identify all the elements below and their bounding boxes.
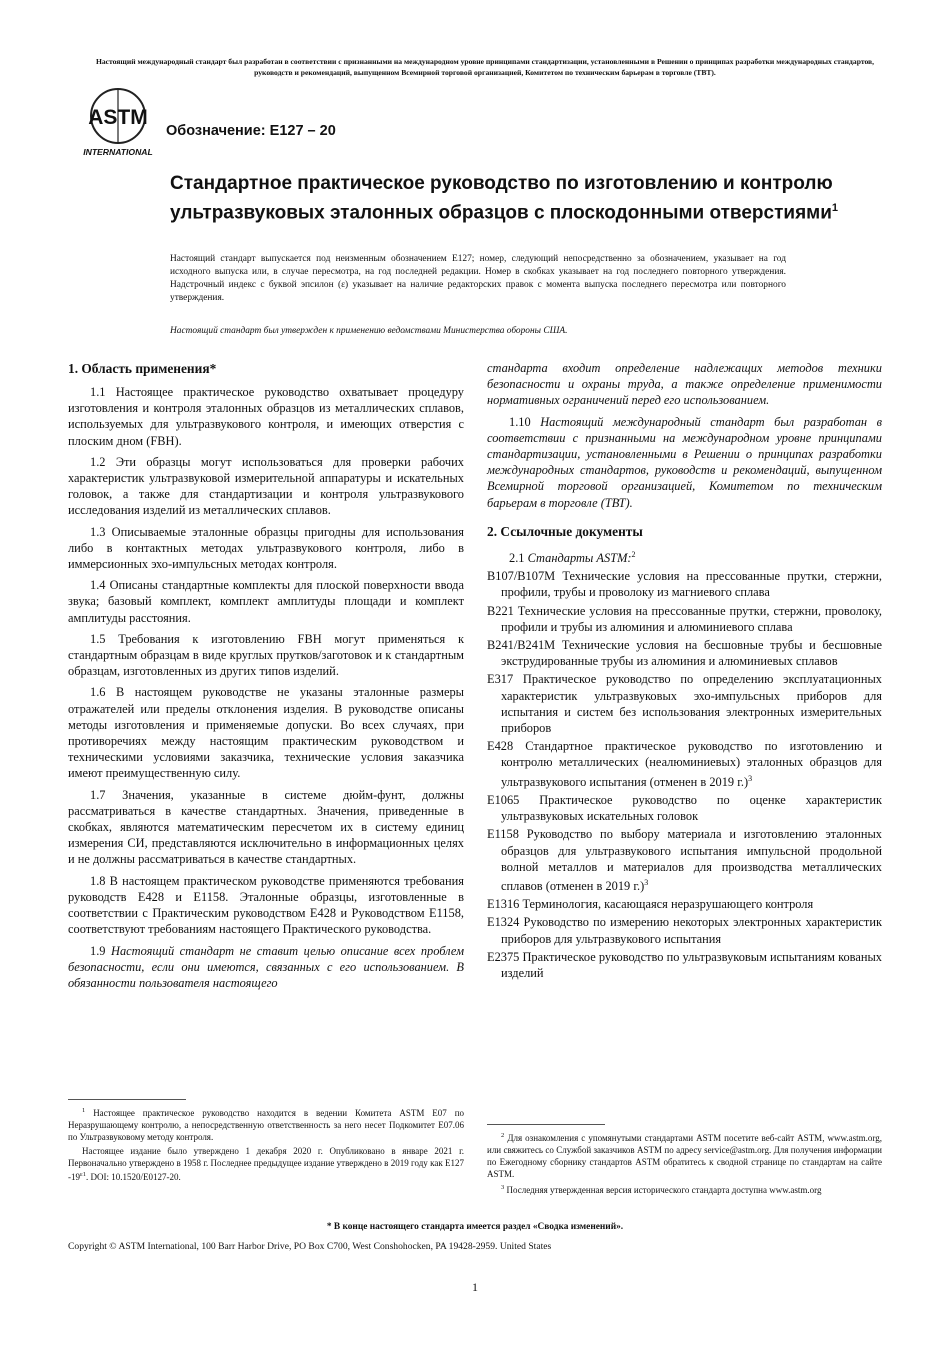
paragraph-1-8: 1.8 В настоящем практическом руководстве применяются требования руководств E428 и E1158. Эталонные образцы, изготовленные в соответствии с Практическим руководством E428 и Руководством E1158, соответствуют требованиям настоящего Практического руководства. [68, 873, 464, 937]
footnote-2 [487, 1130, 882, 1180]
reference-text: E1158 Руководство по выбору материала и изготовлению эталонных образцов для ультразвукового испытания импульсной продольной волной металлов и материалов для производства металлических сплавов (отменен в 2019 г.) [487, 827, 882, 894]
paragraph-1-10-text: Настоящий международный стандарт был разработан в соответствии с признанными на международном уровне принципами стандартизации, установленными в Решении о принципах разработки международных стандартов, руководств и рекомендаций, выпущенном Всемирной торговой организацией, Комитетом по техническим барьерам в торговле (ТВТ). [487, 414, 882, 510]
edition-text: Настоящее издание было утверждено 1 декабря 2020 г. Опубликовано в январе 2021 г. Первоначально утверждено в 1958 г. Последнее предыдущее издание утверждено в 2019 году как E127 -19 [68, 1146, 464, 1182]
paragraph-1-7: 1.7 Значения, указанные в системе дюйм-фунт, должны рассматриваться в качестве стандартных. Значения, приведенные в скобках, являются математическим пересчетом их в систему единиц измерения СИ, представляются исключительно в информационных целях и не должны рассматриваться в качестве стандартных. [68, 787, 464, 867]
paragraph-1-10-number: 1.10 [509, 414, 531, 429]
footnote-2-text: Для ознакомления с упомянутыми стандартами ASTM посетите веб-сайт ASTM, www.astm.org, или свяжитесь со Службой заказчиков ASTM по адресу service@astm.org. Для получения информации по Ежегодному сборнику стандартов ASTM обратитесь к сводной странице по стандартам на сайте ASTM. [487, 1133, 882, 1179]
logo-subtitle: INTERNATIONAL [83, 147, 153, 157]
edition-doi: . DOI: 10.1520/E0127-20. [85, 1172, 181, 1182]
left-column [68, 360, 464, 996]
reference-item: B107/B107M Технические условия на прессованные прутки, стержни, профили, трубы и проволоку из магниевого сплава [487, 569, 882, 600]
reference-item: E317 Практическое руководство по определению эксплуатационных характеристик ультразвуковых эхо-импульсных приборов для испытания и систем без использования электронных измерительных приборов [487, 672, 882, 735]
page-number: 1 [472, 1280, 478, 1294]
footnotes-right [487, 1130, 882, 1198]
approval-note: Настоящий стандарт был утвержден к применению ведомствами Министерства обороны США. [170, 326, 568, 336]
summary-of-changes-note: * В конце настоящего стандарта имеется раздел «Сводка изменений». [326, 1222, 624, 1232]
paragraph-1-10 [487, 414, 882, 511]
reference-item: E1316 Терминология, касающаяся неразрушающего контроля [487, 897, 814, 912]
reference-item: E1324 Руководство по измерению некоторых электронных характеристик приборов для ультразвукового испытания [487, 915, 882, 946]
paragraph-1-5: 1.5 Требования к изготовлению FBH могут применяться к стандартным образцам в виде круглых прутков/заготовок и к стандартным образцам, изготовленных из других типов изделий. [68, 631, 464, 679]
document-title [170, 172, 870, 225]
copyright: Copyright © ASTM International, 100 Barr Harbor Drive, PO Box C700, West Conshohocken, PA 19428-2959. United States [68, 1241, 552, 1252]
paragraph-1-3: 1.3 Описываемые эталонные образцы пригодны для использования либо в контактных методах ультразвукового контроля, либо в иммерсионных эхо-импульсных методах контроля. [68, 524, 464, 572]
paragraph-1-6: 1.6 В настоящем руководстве не указаны эталонные размеры отражателей или пределы отклонения изделия. В руководстве описаны методы изготовления и применяемые допуски. Во всех случаях, при противоречиях между настоящим практическим руководством и техническими условиями заказчика, технические условия заказчика имеют преимущественную силу. [68, 685, 464, 781]
footnote-2-mark: 2 [501, 1132, 505, 1139]
paragraph-1-1: 1.1 Настоящее практическое руководство охватывает процедуру изготовления и контроля эталонных образцов из металлических сплавов, используемых для ультразвукового контроля, и имеющих отверстия с плоским дном (FBH). [68, 385, 464, 448]
subsection-2-1 [487, 547, 882, 566]
edition-epsilon: ε1 [80, 1171, 86, 1178]
section-1-heading: 1. Область применения* [68, 361, 217, 376]
paragraph-1-9-number: 1.9 [90, 943, 106, 958]
right-column [487, 360, 882, 983]
footnote-1 [68, 1105, 464, 1143]
reference-mark: 3 [644, 877, 649, 887]
subsection-2-1-mark: 2 [631, 549, 636, 559]
astm-logo [78, 86, 158, 158]
astm-logo-icon [78, 86, 158, 158]
footnote-divider-right [487, 1124, 605, 1125]
paragraph-1-9-text: Настоящий стандарт не ставит целью описание всех проблем безопасности, если они имеются, связанных с его использованием. В обязанности пользователя настоящего [68, 943, 464, 990]
paragraph-1-9 [68, 943, 464, 991]
reference-item: B221 Технические условия на прессованные прутки, стержни, проволоку, профили и трубы из алюминия и алюминиевого сплава [487, 603, 882, 634]
reference-item: E1065 Практическое руководство по оценке характеристик ультразвуковых искательных головок [487, 792, 882, 824]
title-text: Стандартное практическое руководство по изготовлению и контролю ультразвуковых эталонных образцов с плоскодонными отверстиями [170, 173, 833, 224]
reference-text: E428 Стандартное практическое руководство по изготовлению и контролю металлических (неалюминиевых) эталонных образцов для ультразвукового испытания (отменен в 2019 г.) [487, 739, 882, 789]
subsection-2-1-title: Стандарты ASTM: [527, 550, 632, 565]
reference-item: B241/B241M Технические условия на бесшовные трубы и бесшовные экструдированные трубы из алюминия и алюминиевых сплавов [487, 637, 882, 669]
reference-item-e428 [487, 738, 882, 790]
paragraph-1-2: 1.2 Эти образцы могут использоваться для проверки рабочих характеристик ультразвуковой измерительной аппаратуры и искательных головок, а также для стандартизации и контроля ультразвукового исследования изделий из металлических сплавов. [68, 454, 464, 518]
footnote-1-text: Настоящее практическое руководство находится в ведении Комитета ASTM E07 по Неразрушающему контролю, а непосредственную ответственность за него несет Подкомитет E07.06 по Ультразвуковому методу контроля. [68, 1108, 465, 1142]
footnote-1-mark: 1 [82, 1107, 86, 1114]
footnote-3 [487, 1182, 882, 1196]
footnote-3-mark: 3 [501, 1184, 505, 1191]
footnote-divider-left [68, 1099, 186, 1100]
designation-intro: Настоящий стандарт выпускается под неизменным обозначением E127; номер, следующий непосредственно за обозначением, указывает на год исходного выпуска или, в случае пересмотра, на год последней редакции. Номер в скобках указывает на год последнего повторного утверждения. Надстрочный индекс с буквой эпсилон (ε) указывает на наличие редакторских правок с момента выпуска последнего пересмотра или повторного утверждения. [170, 254, 786, 303]
footnote-3-text: Последняя утвержденная версия исторического стандарта доступна www.astm.org [506, 1185, 822, 1195]
paragraph-1-4: 1.4 Описаны стандартные комплекты для плоской поверхности ввода звука; базовый комплект, комплект амплитуды площади и комплект амплитуды расстояния. [68, 578, 464, 625]
footnotes-left [68, 1105, 464, 1185]
designation: Обозначение: E127 – 20 [166, 123, 336, 139]
paragraph-1-9-continued: стандарта входит определение надлежащих методов техники безопасности и охраны труда, а также определение применимости нормативных ограничений перед его использованием. [487, 361, 882, 408]
footnote-1-edition [68, 1145, 464, 1183]
section-2-heading: 2. Ссылочные документы [487, 523, 643, 539]
reference-item: E2375 Практическое руководство по ультразвуковым испытаниям кованых изделий [487, 949, 882, 981]
logo-letters: ASTM [88, 106, 148, 129]
subsection-2-1-number: 2.1 [509, 550, 525, 565]
title-footnote-mark: 1 [831, 202, 839, 214]
reference-item-e1158 [487, 826, 882, 894]
international-standard-notice: Настоящий международный стандарт был разработан в соответствии с признанными на международном уровне принципами стандартизации, установленными в Решении о принципах разработки международных стандартов, руководств и рекомендаций, выпущенном Всемирной торговой организацией, Комитетом по техническим барьерам в торговле (ТВТ). [95, 57, 875, 77]
reference-mark: 3 [748, 773, 753, 783]
